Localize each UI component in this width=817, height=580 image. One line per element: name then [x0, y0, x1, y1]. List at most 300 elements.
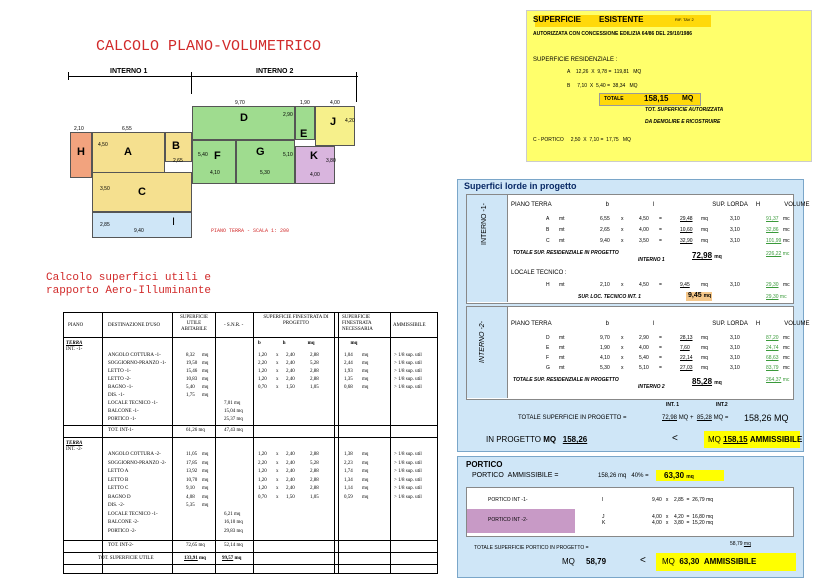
utili-cell: 11,05 [186, 452, 198, 457]
lorde-cell: mt [559, 335, 565, 341]
esistente-aut: AUTORIZZATA CON CONCESSIONE EDILIZIA 64/86 DEL 29/10/1986 [533, 31, 693, 37]
utili-tot1a: 61,26 mq [186, 428, 205, 433]
utili-cell: 15,04 mq [224, 409, 243, 414]
utili-int1: INT. -1- [66, 347, 83, 352]
utili-cell: 2,40 [286, 377, 295, 382]
lorde-cell: x [621, 335, 624, 341]
dim-label: 3,50 [100, 186, 110, 192]
lorde-cell: = [659, 345, 662, 351]
utili-cell: 1,93 [344, 369, 353, 374]
lorde-cell: mc [783, 282, 790, 288]
utili-cell: mq [202, 469, 209, 474]
lorde-cell: 3,10 [730, 345, 740, 351]
lorde-cell: 2,90 [639, 335, 649, 341]
lorde-cell: 9,40 [600, 238, 610, 244]
esistente-rif: RIF. TAV 2 [675, 17, 694, 22]
lorde-cell: 32,86 [766, 227, 779, 233]
portico-panel [457, 456, 804, 578]
utili-cell: 2,88 [310, 486, 319, 491]
utili-cell: > 1/8 sup. util [394, 494, 422, 500]
lorde-i2: INT.2 [716, 402, 728, 408]
utili-cell: 2,40 [286, 486, 295, 491]
utili-cell: 15,46 [186, 369, 198, 374]
plan-dim-line [68, 76, 358, 77]
lorde-cell: mt [559, 345, 565, 351]
lorde-cell: C [546, 238, 550, 244]
lorde-cell: mc [783, 345, 790, 351]
utili-tot1: TOT. INT-1- [108, 428, 134, 433]
lorde-cell: mc [783, 227, 790, 233]
utili-cell: 2,23 [344, 460, 353, 466]
lorde-cell: 5,10 [639, 365, 649, 371]
lorde-cell: 3,10 [730, 216, 740, 222]
utili-table [63, 312, 438, 574]
utili-cell: 13,92 [186, 469, 198, 474]
dim-label: 5,40 [198, 152, 208, 158]
utili-vline [338, 313, 339, 573]
utili-terra1: TERRA [66, 341, 83, 346]
utili-hline [64, 564, 437, 565]
dim-label: 2,85 [100, 222, 110, 228]
utili-sub: b h mq mq [258, 341, 358, 346]
lorde-loc: LOCALE TECNICO : [511, 270, 567, 276]
utili-cell: mq [362, 460, 369, 466]
dim-label: 2,90 [283, 112, 293, 118]
lorde-int1 [466, 194, 794, 304]
lorde-cell: 5,30 [600, 365, 610, 371]
utili-cell: 2,20 [258, 460, 267, 466]
lorde-cell: 4,50 [639, 282, 649, 288]
lorde-cell: = [659, 365, 662, 371]
lorde-cell: mt [559, 216, 565, 222]
utili-tot2b: 52,14 mq [224, 543, 243, 548]
lorde-cell: 22,14 [680, 355, 693, 361]
dim-label: 5,10 [283, 152, 293, 158]
utili-cell: 1,05 [310, 494, 319, 500]
utili-cell: > 1/8 sup. util [394, 377, 422, 382]
lorde-cell: 3,50 [639, 238, 649, 244]
portico-title: PORTICO [466, 460, 503, 469]
utili-cell: 25,37 mq [224, 417, 243, 422]
utili-cell: 16,10 mq [224, 520, 243, 525]
lorde-tot2b: INTERNO 2 [638, 384, 665, 390]
portico-totv: 58,79 mq [730, 541, 751, 547]
utili-cell: 1,75 [186, 393, 195, 398]
utili-cell: x [276, 460, 279, 466]
utili-totu: TOT. SUPERFICIE UTILE [98, 556, 154, 561]
lorde-cell: mq [701, 216, 708, 222]
lorde-cell: x [621, 227, 624, 233]
utili-cell: 1,50 [286, 494, 295, 500]
utili-cell: 2,20 [258, 361, 267, 366]
utili-cell: 2,40 [286, 369, 295, 374]
lorde-cell: 32,90 [680, 238, 693, 244]
utili-cell: > 1/8 sup. util [394, 369, 422, 374]
lorde-cell: 4,50 [639, 216, 649, 222]
utili-hdr-snr: - S.N.R. - [224, 323, 244, 328]
utili-cell: mq [362, 486, 369, 491]
portico-calc: 158,26 mq 40% = [598, 473, 649, 479]
utili-cell: mq [362, 385, 369, 390]
lorde-loctvol: 29,30 mc [766, 294, 787, 300]
utili-cell: 19,50 [186, 361, 198, 366]
lorde-cell: mt [559, 238, 565, 244]
utili-cell: PORTICO -1- [108, 417, 137, 422]
utili-heading-line2: rapporto Aero-Illuminante [46, 285, 212, 297]
utili-cell: ANGOLO COTTURA -2- [108, 452, 161, 457]
dim-label: 4,00 [330, 100, 340, 106]
lorde-cell: = [659, 238, 662, 244]
room-g-label: G [256, 146, 265, 158]
utili-cell: > 1/8 sup. util [394, 361, 422, 366]
utili-cell: 4,08 [186, 494, 195, 500]
utili-totub: 99,57 mq [222, 556, 242, 561]
utili-cell: 1,14 [344, 486, 353, 491]
dim-label: 4,00 [310, 172, 320, 178]
utili-vline [215, 313, 216, 573]
portico-amm: PORTICO AMMISSIBILE = [472, 472, 559, 479]
utili-cell: mq [202, 361, 209, 366]
utili-vline [253, 313, 254, 573]
dim-label: 4,10 [210, 170, 220, 176]
utili-cell: x [276, 469, 279, 474]
utili-heading [46, 272, 211, 298]
utili-vline [102, 313, 103, 573]
utili-cell: x [276, 494, 279, 500]
utili-tot2a: 72,65 mq [186, 543, 205, 548]
lorde-cell: = [659, 335, 662, 341]
room-b-label: B [172, 140, 180, 152]
utili-cell: 2,88 [310, 477, 319, 483]
utili-cell: mq [202, 377, 209, 382]
esistente-aut2: TOT. SUPERFICIE AUTORIZZATA [645, 107, 724, 113]
utili-cell: 2,40 [286, 361, 295, 366]
utili-cell: 8,32 [186, 353, 195, 358]
lorde-tot2vol: 264,37 mc [766, 377, 790, 383]
room-f-label: F [214, 150, 221, 162]
utili-vline [172, 313, 173, 573]
portico-p2j: J [602, 514, 605, 520]
lorde-title: Superfici lorde in progetto [464, 181, 577, 191]
utili-cell: 5,35 [186, 503, 195, 508]
utili-hdr-piano: PIANO [68, 323, 84, 328]
lorde-cell: 3,10 [730, 282, 740, 288]
utili-cell: BAGNO D [108, 494, 131, 500]
lorde-cell: 3,10 [730, 355, 740, 361]
utili-cell: 10,83 [186, 377, 198, 382]
utili-cell: x [276, 486, 279, 491]
utili-tot2: TOT. INT-2- [108, 543, 134, 548]
portico-lt: < [640, 555, 646, 566]
utili-cell: 1,20 [258, 469, 267, 474]
esistente-h2: ESISTENTE [599, 15, 644, 24]
utili-cell: 1,20 [258, 486, 267, 491]
utili-cell: LETTO A [108, 469, 129, 474]
utili-cell: mq [362, 452, 369, 457]
lorde-cell: mq [701, 282, 708, 288]
lorde-panel [457, 179, 810, 452]
utili-cell: PORTICO -2- [108, 528, 137, 534]
utili-cell: ANGOLO COTTURA -1- [108, 353, 161, 358]
utili-cell: 1,35 [344, 377, 353, 382]
dim-label: 1,90 [300, 100, 310, 106]
room-e-label: E [300, 128, 308, 140]
lorde-cell: 24,74 [766, 345, 779, 351]
room-h-label: H [77, 146, 85, 158]
plan-caption: PIANO TERRA - SCALA 1: 200 [211, 228, 290, 234]
utili-hline [64, 437, 437, 438]
utili-cell: 1,05 [310, 385, 319, 390]
utili-hline [64, 425, 437, 426]
utili-cell: x [276, 452, 279, 457]
utili-cell: x [276, 477, 279, 483]
utili-hdr-sua: SUPERFICIE UTILE ABITABILE [179, 315, 209, 332]
portico-p1a: 9,40 x 2,85 = 26,79 mq [652, 497, 714, 503]
utili-cell: 2,88 [310, 369, 319, 374]
utili-cell: 1,20 [258, 377, 267, 382]
plan-interno1-label: INTERNO 1 [110, 68, 148, 75]
lorde-cell: mc [783, 238, 790, 244]
utili-cell: DIS. -2- [108, 503, 125, 508]
lorde-loct: SUP. LOC. TECNICO INT. 1 [578, 294, 641, 300]
utili-hdr-amm: AMMISSIBILE [393, 323, 426, 328]
utili-cell: x [276, 369, 279, 374]
lorde-cell: 3,10 [730, 335, 740, 341]
utili-cell: x [276, 353, 279, 358]
esistente-row-b: B 7,10 X 5,40 = 38,34 MQ [567, 83, 638, 89]
utili-cell: LETTO -2- [108, 377, 131, 382]
lorde-cell: 83,79 [766, 365, 779, 371]
lorde-cell: 5,40 [639, 355, 649, 361]
portico-p1l: I [602, 497, 604, 503]
plan-dim-tick [356, 72, 357, 102]
utili-hdr-sfp: SUPERFICIE FINESTRATA DI PROGETTO [263, 315, 329, 326]
lorde-cell: mt [559, 365, 565, 371]
lorde-cell: mt [559, 355, 565, 361]
lorde-cell: mq [701, 238, 708, 244]
utili-cell: mq [202, 477, 209, 483]
esistente-row-a: A 12,26 X 9,78 = 119,81 MQ [567, 69, 642, 75]
lorde-tot1vol: 226,22 mc [766, 251, 790, 257]
utili-cell: 2,44 [344, 361, 353, 366]
lorde-tot2: TOTALE SUP. RESIDENZIALE IN PROGETTO [513, 377, 619, 383]
utili-cell: > 1/8 sup. util [394, 385, 422, 390]
lorde-cell: mc [783, 335, 790, 341]
utili-cell: 2,88 [310, 452, 319, 457]
utili-cell: 2,88 [310, 377, 319, 382]
portico-p2a: 4,00 x 4,20 = 16,80 mq [652, 514, 714, 520]
portico-p2: PORTICO INT -2- [488, 517, 528, 523]
utili-cell: 29,83 mq [224, 528, 243, 534]
utili-cell: BALCONE -1- [108, 409, 139, 414]
utili-cell: x [276, 385, 279, 390]
lorde-cell: = [659, 355, 662, 361]
lorde-cell: 29,30 [766, 282, 779, 288]
lorde-cell: x [621, 282, 624, 288]
utili-cell: 9,10 [186, 486, 195, 491]
dim-label: 9,40 [134, 228, 144, 234]
lorde-cell: 4,00 [639, 345, 649, 351]
lorde-cell: 1,90 [600, 345, 610, 351]
lorde-tot1: TOTALE SUP. RESIDENZIALE IN PROGETTO [513, 250, 619, 256]
utili-cell: mq [362, 353, 369, 358]
utili-cell: 1,04 [344, 353, 353, 358]
utili-cell: DIS. -1- [108, 393, 125, 398]
lorde-cell: 29,48 [680, 216, 693, 222]
lorde-totvals: 72,98 MQ + 85,28 MQ = [662, 415, 729, 421]
lorde-cell: 28,13 [680, 335, 693, 341]
utili-cell: mq [202, 353, 209, 358]
esistente-box [526, 10, 812, 162]
esistente-row-c: C - PORTICO 2,50 X 7,10 = 17,75 MQ [533, 137, 631, 143]
lorde-i1: INT. 1 [666, 402, 680, 408]
lorde-cell: 10,60 [680, 227, 693, 233]
utili-hline [64, 337, 437, 338]
utili-cell: mq [362, 477, 369, 483]
room-j-label: J [330, 116, 337, 128]
dim-label: 3,80 [326, 158, 336, 164]
utili-cell: 17,85 [186, 460, 198, 466]
utili-heading-line1: Calcolo superfici utili e [46, 272, 212, 284]
utili-cell: 0,68 [344, 385, 353, 390]
utili-cell: SOGGIORNO-PRANZO -1- [108, 361, 167, 366]
dim-label: 6,55 [122, 126, 132, 132]
portico-p2k: K [602, 520, 606, 526]
utili-terra2: TERRA [66, 441, 83, 446]
utili-vline [334, 313, 335, 573]
utili-cell: > 1/8 sup. util [394, 486, 422, 491]
utili-cell: 2,88 [310, 353, 319, 358]
utili-cell: LETTO B [108, 477, 129, 483]
utili-cell: mq [202, 369, 209, 374]
utili-tot1b: 47,43 mq [224, 428, 243, 433]
dim-label: 2,65 [173, 158, 183, 164]
utili-cell: x [276, 377, 279, 382]
utili-cell: 7,01 mq [224, 401, 241, 406]
utili-hline [64, 552, 437, 553]
esistente-h1: SUPERFICIE [533, 15, 582, 24]
lorde-int2-label: INTERNO -2- [479, 321, 486, 363]
lorde-cell: E [546, 345, 550, 351]
utili-cell: 0,70 [258, 494, 267, 500]
utili-cell: 1,74 [344, 469, 353, 474]
lorde-cell: 27,03 [680, 365, 693, 371]
lorde-cell: x [621, 365, 624, 371]
lorde-cell: 4,10 [600, 355, 610, 361]
lorde-cell: mq [701, 335, 708, 341]
lorde-cell: 7,60 [680, 345, 690, 351]
room-c-label: C [138, 186, 146, 198]
lorde-hdr2: PIANO TERRA b l SUP. LORDA H VOLUME [511, 321, 810, 327]
utili-cell: > 1/8 sup. util [394, 460, 422, 466]
room-i-label: I [172, 216, 176, 228]
lorde-cell: x [621, 345, 624, 351]
utili-cell: mq [362, 369, 369, 374]
portico-f2: MQ 63,30 AMMISSIBILE [662, 557, 757, 566]
lorde-cell: mq [701, 365, 708, 371]
page-title: CALCOLO PLANO-VOLUMETRICO [96, 38, 322, 55]
utili-cell: mq [202, 503, 209, 508]
utili-cell: mq [362, 469, 369, 474]
esistente-totale: TOTALE 158,15 MQ [599, 93, 701, 106]
utili-cell: 5,28 [310, 460, 319, 466]
utili-int2: INT. -2- [66, 447, 83, 452]
utili-cell: 2,40 [286, 452, 295, 457]
portico-f1: MQ 58,79 [562, 557, 607, 566]
utili-cell: mq [202, 460, 209, 466]
portico-p2b: 4,00 x 3,80 = 15,20 mq [652, 520, 714, 526]
utili-vline [390, 313, 391, 573]
utili-cell: mq [362, 494, 369, 500]
lorde-cell: x [621, 355, 624, 361]
utili-cell: LETTO -1- [108, 369, 131, 374]
utili-cell: 0,70 [258, 385, 267, 390]
lorde-cell: 9,45 [680, 282, 690, 288]
lorde-cell: F [546, 355, 550, 361]
lorde-cell: mc [783, 365, 790, 371]
room-k-label: K [310, 150, 318, 162]
utili-totua: 133,91 mq [184, 556, 206, 561]
lorde-int2-side [467, 307, 508, 398]
esistente-dem: DA DEMOLIRE E RICOSTRUIRE [645, 119, 721, 125]
lorde-tot2v: 85,28 mq [692, 377, 722, 386]
lorde-cell: mq [701, 355, 708, 361]
lorde-cell: 101,99 [766, 238, 782, 244]
utili-cell: LOCALE TECNICO -1- [108, 401, 158, 406]
utili-cell: 6,21 mq [224, 511, 241, 517]
utili-cell: > 1/8 sup. util [394, 353, 422, 358]
lorde-cell: mc [783, 355, 790, 361]
lorde-lt: < [672, 433, 678, 444]
lorde-cell: G [546, 365, 550, 371]
lorde-hdr: PIANO TERRA b l SUP. LORDA H VOLUME [511, 202, 810, 208]
utili-cell: 1,34 [344, 477, 353, 483]
lorde-cell: 2,10 [600, 282, 610, 288]
dim-label: 9,70 [235, 100, 245, 106]
room-a-label: A [124, 146, 132, 158]
lorde-inprog: IN PROGETTO MQ 158,26 [486, 435, 588, 444]
utili-cell: 5,28 [310, 361, 319, 366]
lorde-loctv: 9,45 mq [688, 292, 712, 299]
utili-cell: 1,38 [344, 452, 353, 457]
utili-cell: mq [362, 377, 369, 382]
utili-cell: BAGNO -1- [108, 385, 133, 390]
utili-cell: mq [202, 385, 209, 390]
utili-cell: 2,40 [286, 460, 295, 466]
lorde-cell: mq [701, 345, 708, 351]
dim-label: 4,50 [98, 142, 108, 148]
lorde-cell: 3,10 [730, 365, 740, 371]
utili-cell: 2,40 [286, 477, 295, 483]
utili-cell: 1,50 [286, 385, 295, 390]
utili-cell: SOGGIORNO-PRANZO -2- [108, 460, 167, 466]
utili-cell: 1,20 [258, 353, 267, 358]
utili-cell: 1,20 [258, 477, 267, 483]
lorde-cell: mt [559, 227, 565, 233]
plan-dim-tick [191, 72, 192, 94]
utili-cell: 1,20 [258, 369, 267, 374]
lorde-cell: 9,70 [600, 335, 610, 341]
esistente-res: SUPERFICIE RESIDENZIALE : [533, 57, 618, 63]
utili-hdr-dest: DESTINAZIONE D'USO [108, 323, 161, 328]
lorde-cell: 91,37 [766, 216, 779, 222]
utili-cell: 5,40 [186, 385, 195, 390]
lorde-cell: 3,10 [730, 227, 740, 233]
lorde-totprog: TOTALE SUPERFICIE IN PROGETTO = [518, 415, 627, 421]
utili-cell: > 1/8 sup. util [394, 452, 422, 457]
utili-cell: mq [202, 393, 209, 398]
utili-cell: x [276, 361, 279, 366]
